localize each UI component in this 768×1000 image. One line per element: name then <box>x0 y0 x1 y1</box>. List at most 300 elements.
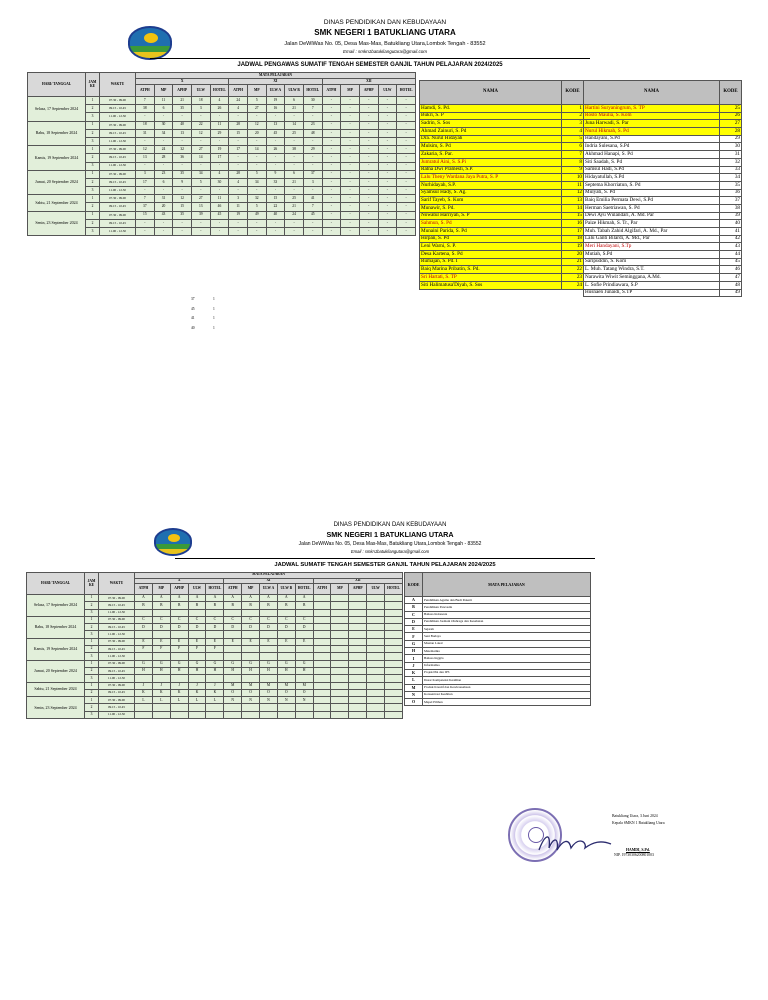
code-cell: 4 <box>210 97 229 105</box>
code-cell: L <box>188 697 206 704</box>
teacher-code: 9 <box>562 166 584 174</box>
code-cell: 32 <box>247 195 266 203</box>
doc1-header <box>200 19 570 54</box>
code-cell: - <box>341 154 360 162</box>
teacher-name: Baiq Emilia Permata Dewi, S.Pd <box>584 197 720 205</box>
mapel-row <box>405 648 591 655</box>
code-cell: N <box>260 697 278 704</box>
code-cell: - <box>322 129 341 137</box>
table-row <box>28 137 416 145</box>
mapel-row <box>405 597 591 604</box>
teacher-name: Rumajan, S. Pd. I <box>420 258 562 266</box>
jam-cell: 1 <box>86 211 100 219</box>
code-cell: 45 <box>210 211 229 219</box>
mapel-name: Seni Budaya <box>423 633 591 640</box>
teacher-row <box>584 274 742 282</box>
waktu-cell: 07.30 - 09.00 <box>100 97 136 105</box>
code-cell: - <box>378 146 397 154</box>
code-cell <box>242 711 260 718</box>
teacher-code: 3 <box>562 120 584 128</box>
code-cell: 13 <box>191 203 210 211</box>
code-cell <box>295 631 313 638</box>
code-cell <box>349 624 367 631</box>
col-sub: MP <box>152 584 170 595</box>
teacher-code: 45 <box>720 258 742 266</box>
code-cell <box>313 631 331 638</box>
code-cell <box>170 631 188 638</box>
extra-val: 1 <box>213 325 215 330</box>
col-sub: ULW A <box>260 584 278 595</box>
code-cell: 3 <box>136 170 155 178</box>
code-cell: 41 <box>303 195 322 203</box>
code-cell: - <box>359 162 378 170</box>
code-cell: - <box>341 137 360 145</box>
teacher-name: Baiq Marina Pribatin, S. Pd. <box>420 266 562 274</box>
code-cell: M <box>260 682 278 689</box>
teacher-code: 42 <box>720 235 742 243</box>
code-cell: - <box>229 228 248 236</box>
teacher-name: Bukri, S. P <box>420 112 562 120</box>
code-cell: 28 <box>154 154 173 162</box>
waktu-cell: 11.00 - 12.30 <box>99 609 135 616</box>
mapel-row <box>405 611 591 618</box>
code-cell: L <box>170 697 188 704</box>
col-sub: ULW <box>367 584 385 595</box>
code-cell <box>367 602 385 609</box>
jam-cell: 1 <box>86 121 100 129</box>
table-row <box>28 146 416 154</box>
code-cell: H <box>295 667 313 674</box>
code-cell: - <box>397 187 416 195</box>
code-cell: A <box>170 595 188 602</box>
col-jam: JAM KE <box>86 73 100 97</box>
mapel-name: Projek IPA dan IPS <box>423 669 591 676</box>
jam-cell: 3 <box>85 653 99 660</box>
mapel-row <box>405 604 591 611</box>
code-cell <box>295 704 313 711</box>
code-cell <box>349 667 367 674</box>
code-cell: - <box>191 113 210 121</box>
code-cell: E <box>152 638 170 645</box>
teacher-row <box>584 266 742 274</box>
doc2-header-line1: DINAS PENDIDIKAN DAN KEBUDAYAAN <box>333 522 447 528</box>
teacher-code: 33 <box>720 166 742 174</box>
code-cell: - <box>341 228 360 236</box>
code-cell: - <box>266 154 285 162</box>
code-cell: - <box>303 154 322 162</box>
code-cell: J <box>135 682 153 689</box>
code-cell: D <box>152 624 170 631</box>
mapel-code: J <box>405 662 423 669</box>
teacher-code: 5 <box>562 135 584 143</box>
teacher-code: 40 <box>720 220 742 228</box>
code-cell <box>331 689 349 696</box>
code-cell: M <box>277 682 295 689</box>
code-cell: - <box>341 113 360 121</box>
code-cell: - <box>341 105 360 113</box>
jam-cell: 1 <box>85 697 99 704</box>
col-sub: HOTEL <box>206 584 224 595</box>
code-cell: - <box>266 228 285 236</box>
code-cell: G <box>152 660 170 667</box>
code-cell <box>385 638 403 645</box>
code-cell <box>224 631 242 638</box>
code-cell <box>385 667 403 674</box>
teacher-row <box>420 181 584 189</box>
waktu-cell: 07.30 - 09.00 <box>99 595 135 602</box>
code-cell: F <box>135 646 153 653</box>
mapel-row <box>405 640 591 647</box>
jam-cell: 3 <box>86 137 100 145</box>
code-cell <box>349 682 367 689</box>
code-cell: C <box>260 616 278 623</box>
code-cell: 30 <box>210 178 229 186</box>
col-grade-xi: XI <box>224 578 313 584</box>
waktu-cell: 07.30 - 09.00 <box>99 616 135 623</box>
waktu-cell: 11.00 - 12.30 <box>100 137 136 145</box>
signature-mark <box>535 828 615 858</box>
col-hari: HARI/ TANGGAL <box>27 573 85 595</box>
code-cell <box>277 711 295 718</box>
teacher-row <box>420 143 584 151</box>
code-cell <box>349 595 367 602</box>
code-cell: - <box>191 228 210 236</box>
code-cell: 17 <box>210 154 229 162</box>
code-cell <box>385 595 403 602</box>
code-cell <box>295 609 313 616</box>
table-row <box>28 219 416 227</box>
teacher-name: Samsul Hadi, S.Pd <box>584 166 720 174</box>
code-cell: 37 <box>303 170 322 178</box>
teacher-code: 25 <box>720 105 742 113</box>
table-row <box>28 105 416 113</box>
code-cell: - <box>136 187 155 195</box>
teacher-code: 47 <box>720 274 742 282</box>
code-cell <box>385 682 403 689</box>
teacher-code: 43 <box>720 243 742 251</box>
code-cell <box>260 675 278 682</box>
col-waktu: WAKTU <box>100 73 136 97</box>
code-cell: 45 <box>266 129 285 137</box>
code-cell <box>135 653 153 660</box>
code-cell: - <box>303 187 322 195</box>
teacher-row <box>584 135 742 143</box>
teacher-name: Syamsul Hady, S. Ag. <box>420 189 562 197</box>
col-sub: HOTEL <box>210 85 229 97</box>
code-cell <box>260 711 278 718</box>
teacher-code: 8 <box>562 158 584 166</box>
code-cell: 5 <box>247 97 266 105</box>
code-cell: - <box>359 170 378 178</box>
doc1-header-line2: SMK NEGERI 1 BATUKLIANG UTARA <box>314 28 456 38</box>
school-logo-1 <box>128 26 172 60</box>
day-label: Sabtu, 21 September 2024 <box>27 682 85 697</box>
code-cell: - <box>341 121 360 129</box>
extra-num: 37 <box>191 297 195 301</box>
mapel-code: K <box>405 669 423 676</box>
code-cell: - <box>285 162 304 170</box>
code-cell: M <box>242 682 260 689</box>
waktu-cell: 11.00 - 12.30 <box>99 653 135 660</box>
code-cell: 27 <box>247 105 266 113</box>
code-cell <box>206 653 224 660</box>
teacher-code: 16 <box>562 220 584 228</box>
code-cell: - <box>397 178 416 186</box>
mapel-code: M <box>405 684 423 691</box>
code-cell: 15 <box>173 203 192 211</box>
code-cell: - <box>191 219 210 227</box>
jam-cell: 2 <box>85 667 99 674</box>
code-cell <box>277 675 295 682</box>
code-cell: 12 <box>136 146 155 154</box>
code-cell: 24 <box>229 97 248 105</box>
col-mapel: MATA PELAJARAN <box>135 573 403 579</box>
code-cell: - <box>247 137 266 145</box>
mapel-name: Matematika <box>423 648 591 655</box>
code-cell: 12 <box>173 195 192 203</box>
teacher-row <box>584 251 742 259</box>
code-cell: K <box>188 689 206 696</box>
code-cell: E <box>295 638 313 645</box>
code-cell: 34 <box>247 178 266 186</box>
code-cell <box>224 711 242 718</box>
code-cell: - <box>322 219 341 227</box>
code-cell <box>367 638 385 645</box>
col-sub: ATPH <box>136 85 155 97</box>
code-cell: - <box>397 129 416 137</box>
doc1-names-left <box>419 80 584 290</box>
code-cell <box>385 704 403 711</box>
col-jam: JAM KE <box>85 573 99 595</box>
code-cell <box>313 660 331 667</box>
waktu-cell: 11.00 - 12.30 <box>99 711 135 718</box>
code-cell: - <box>359 195 378 203</box>
mapel-name: Informatika <box>423 662 591 669</box>
col-waktu: WAKTU <box>99 573 135 595</box>
teacher-row <box>420 212 584 220</box>
teacher-code: 1 <box>562 105 584 113</box>
code-cell: 7 <box>303 105 322 113</box>
teacher-code: 17 <box>562 228 584 236</box>
table-row <box>28 211 416 219</box>
code-cell: - <box>210 113 229 121</box>
code-cell: - <box>378 219 397 227</box>
code-cell: - <box>322 195 341 203</box>
waktu-cell: 07.30 - 09.00 <box>99 638 135 645</box>
code-cell: - <box>173 113 192 121</box>
code-cell: - <box>173 219 192 227</box>
teacher-row <box>420 189 584 197</box>
code-cell: A <box>152 595 170 602</box>
doc2-title: JADWAL SUMATIF TENGAH SEMESTER GANJIL TAHUN PELAJARAN 2024/2025 <box>274 562 496 568</box>
code-cell: 13 <box>266 121 285 129</box>
code-cell: - <box>285 137 304 145</box>
teacher-row <box>584 105 742 113</box>
code-cell <box>170 711 188 718</box>
code-cell: - <box>341 162 360 170</box>
code-cell: B <box>135 602 153 609</box>
code-cell <box>188 704 206 711</box>
code-cell <box>331 595 349 602</box>
code-cell: - <box>247 162 266 170</box>
code-cell: D <box>224 624 242 631</box>
jam-cell: 2 <box>86 219 100 227</box>
code-cell <box>367 595 385 602</box>
waktu-cell: 09.15 - 10.45 <box>99 689 135 696</box>
code-cell: E <box>206 638 224 645</box>
code-cell <box>367 631 385 638</box>
jam-cell: 3 <box>86 228 100 236</box>
code-cell <box>331 667 349 674</box>
table-row <box>28 203 416 211</box>
table-row <box>27 595 403 602</box>
code-cell: - <box>247 219 266 227</box>
mapel-row <box>405 662 591 669</box>
teacher-row <box>584 143 742 151</box>
code-cell: 46 <box>210 203 229 211</box>
code-cell: - <box>378 154 397 162</box>
code-cell: - <box>378 195 397 203</box>
teacher-name: Akhmad Hanapi, S. Pd <box>584 151 720 159</box>
teacher-row <box>420 174 584 182</box>
code-cell: - <box>341 195 360 203</box>
code-cell: D <box>135 624 153 631</box>
code-cell: 13 <box>173 129 192 137</box>
teacher-code: 11 <box>562 181 584 189</box>
code-cell: H <box>135 667 153 674</box>
teacher-code: 28 <box>720 128 742 136</box>
code-cell: 35 <box>173 170 192 178</box>
code-cell: - <box>378 170 397 178</box>
teacher-name: Siti Halimatusa'Diyah, S. Sos <box>420 281 562 289</box>
code-cell: - <box>322 154 341 162</box>
teacher-row <box>584 112 742 120</box>
code-cell: C <box>170 616 188 623</box>
code-cell: - <box>303 219 322 227</box>
mapel-code: C <box>405 611 423 618</box>
code-cell: A <box>224 595 242 602</box>
mapel-code: I <box>405 655 423 662</box>
jam-cell: 3 <box>85 675 99 682</box>
teacher-name: Narawita Wiwit Seminggana, A.Md. <box>584 274 720 282</box>
code-cell: 23 <box>154 170 173 178</box>
code-cell <box>349 660 367 667</box>
code-cell: D <box>295 624 313 631</box>
col-sub: MP <box>331 584 349 595</box>
code-cell: K <box>170 689 188 696</box>
code-cell: C <box>242 616 260 623</box>
doc1-header-line3: Jalan DeWiWas No. 05, Desa Mas-Mas, Batukliang Utara,Lombok Tengah - 83552 <box>284 40 486 47</box>
code-cell <box>242 631 260 638</box>
teacher-row <box>420 220 584 228</box>
code-cell <box>188 675 206 682</box>
code-cell: 43 <box>154 211 173 219</box>
jam-cell: 1 <box>86 146 100 154</box>
waktu-cell: 07.30 - 09.00 <box>99 660 135 667</box>
jam-cell: 1 <box>86 170 100 178</box>
teacher-name: Siti Saadah, S. Pd <box>584 158 720 166</box>
code-cell <box>135 704 153 711</box>
teacher-code: 14 <box>562 204 584 212</box>
code-cell: - <box>136 162 155 170</box>
code-cell <box>313 697 331 704</box>
mapel-code: A <box>405 597 423 604</box>
extra-row <box>191 305 215 315</box>
table-row <box>28 113 416 121</box>
code-cell: - <box>341 178 360 186</box>
teacher-code: 4 <box>562 128 584 136</box>
code-cell: - <box>303 137 322 145</box>
day-label: Selasa, 17 September 2024 <box>28 97 86 122</box>
code-cell: - <box>397 219 416 227</box>
code-cell <box>331 660 349 667</box>
table-row <box>28 195 416 203</box>
code-cell: - <box>173 187 192 195</box>
jam-cell: 2 <box>85 704 99 711</box>
col-sub: ULW B <box>285 85 304 97</box>
teacher-row <box>584 120 742 128</box>
code-cell: - <box>359 154 378 162</box>
code-cell: - <box>378 105 397 113</box>
code-cell: 22 <box>266 203 285 211</box>
code-cell <box>367 667 385 674</box>
code-cell <box>170 675 188 682</box>
code-cell: A <box>206 595 224 602</box>
extra-row <box>191 314 215 324</box>
code-cell: E <box>188 638 206 645</box>
code-cell <box>331 646 349 653</box>
code-cell: O <box>277 689 295 696</box>
jam-cell: 3 <box>85 711 99 718</box>
teacher-code: 18 <box>562 235 584 243</box>
code-cell <box>313 609 331 616</box>
code-cell: 30 <box>303 97 322 105</box>
jam-cell: 1 <box>85 682 99 689</box>
teacher-row <box>420 158 584 166</box>
code-cell: - <box>210 162 229 170</box>
code-cell: - <box>397 113 416 121</box>
teacher-name: Handayani, S.Pd <box>584 135 720 143</box>
day-label: Senin, 23 September 2024 <box>27 697 85 719</box>
mapel-row <box>405 677 591 684</box>
code-cell: K <box>152 689 170 696</box>
code-cell <box>385 602 403 609</box>
teacher-row <box>584 258 742 266</box>
day-label: Sabtu, 21 September 2024 <box>28 195 86 211</box>
code-cell <box>367 624 385 631</box>
mapel-code: F <box>405 633 423 640</box>
mapel-row <box>405 684 591 691</box>
code-cell: B <box>152 602 170 609</box>
teacher-name: Desa Kartena, S. Pd <box>420 251 562 259</box>
teacher-name: Paize Hikmah, S. Tr., Par <box>584 220 720 228</box>
doc1-rule <box>150 58 590 59</box>
teacher-code: 23 <box>562 274 584 282</box>
teacher-code: 30 <box>720 143 742 151</box>
code-cell <box>349 616 367 623</box>
code-cell: 4 <box>210 170 229 178</box>
code-cell: - <box>397 228 416 236</box>
code-cell: - <box>397 211 416 219</box>
jam-cell: 1 <box>85 638 99 645</box>
table-row <box>28 170 416 178</box>
code-cell: 5 <box>191 178 210 186</box>
code-cell: 49 <box>247 211 266 219</box>
mapel-row <box>405 633 591 640</box>
teacher-code: 12 <box>562 189 584 197</box>
code-cell <box>224 704 242 711</box>
code-cell <box>385 646 403 653</box>
